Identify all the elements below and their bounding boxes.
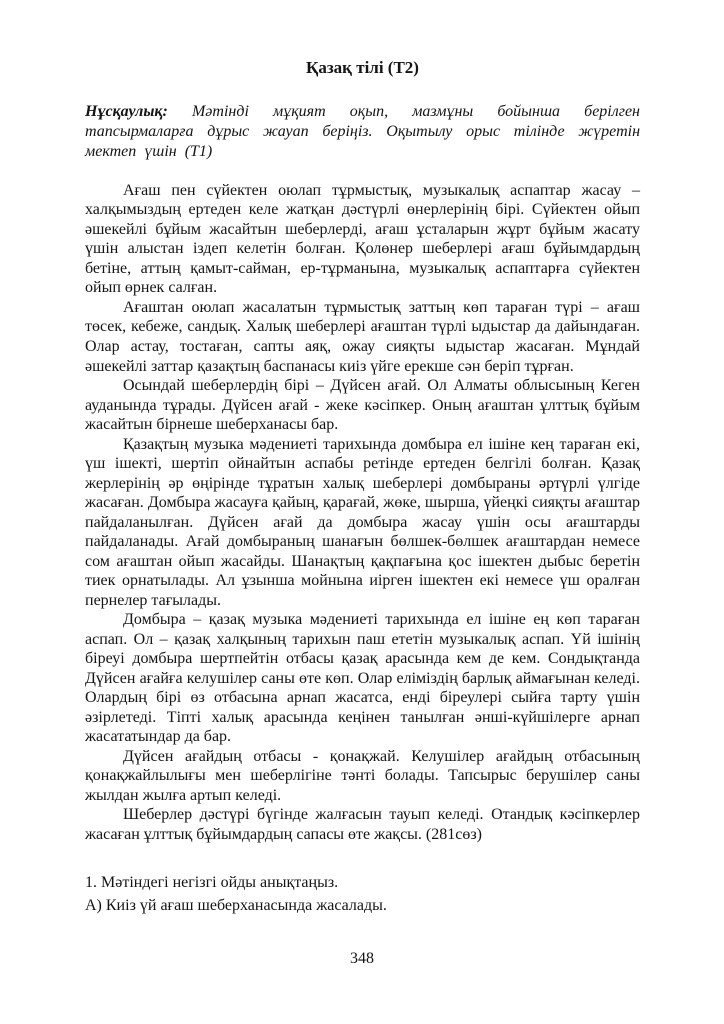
reading-text	[85, 181, 640, 845]
paragraph-2: Ағаштан оюлап жасалатын тұрмыстық заттың көп тараған түрі – ағаш төсек, кебеже, сандық. Халық шеберлері ағаштан түрлі ыдыстар да дайындаған. Олар астау, тостаған, сапты аяқ, ожау сияқты ыдыстар жасаған. Мұндай әшекейлі заттар қазақтың баспанасы киіз үйге ерекше сән беріп тұрған.	[85, 298, 640, 375]
instruction-label: Нұсқаулық:	[85, 103, 168, 121]
question-section	[85, 872, 640, 917]
paragraph-7: Шеберлер дәстүрі бүгінде жалғасын тауып келеді. Отандық кәсіпкерлер жасаған ұлттық бұйымдардың сапасы өте жақсы. (281сөз)	[85, 806, 640, 843]
paragraph-5: Домбыра – қазақ музыка мәдениеті тарихында ел ішіне ең көп тараған аспап. Ол – қазақ халқының тарихын паш ететін музыкалық аспап. Үй ішінің біреуі домбыра шертпейтін отбасы қазақ арасында кем де кем. Сондықтанда Дүйсен ағайға келушілер саны өте көп. Олар еліміздің барлық аймағынан келеді. Олардың бірі өз отбасына арнап жасатса, енді біреулері сыйға тарту үшін әзірлетеді. Тіпті халық арасында кеңінен танылған әнші-күйшілерге арнап жасататындар да бар.	[85, 611, 640, 746]
paragraph-1: Ағаш пен сүйектен оюлап тұрмыстық, музыкалық аспаптар жасау – халқымыздың ертеден келе жатқан дәстүрлі өнерлерінің бірі. Сүйектен ойып әшекейлі бұйым жасайтын шеберлерді, ағаш ұсталарын жұрт бұйым жасату үшін алыстан іздеп келетін болған. Қолөнер шеберлері ағаш бұйымдардың бетіне, аттың қамыт-сайман, ер-тұрманына, музыкалық аспаптарға сүйектен ойып өрнек салған.	[85, 181, 640, 297]
page-number: 348	[350, 950, 374, 967]
paragraph-3: Осындай шеберлердің бірі – Дүйсен ағай. Ол Алматы облысының Кеген ауданында тұрады. Дүйсен ағай - жеке кәсіпкер. Оның ағаштан ұлттық бұйым жасайтын бірнеше шеберханасы бар.	[85, 377, 640, 434]
page-title: Қазақ тілі (Т2)	[306, 58, 419, 77]
paragraph-6: Дүйсен ағайдың отбасы - қонақжай. Келушілер ағайдың отбасының қонақжайлылығы мен шеберлігіне тәнті болады. Тапсырыс берушілер саны жылдан жылға артып келеді.	[85, 747, 640, 804]
question-1: 1. Мәтіндегі негізгі ойды анықтаңыз.	[85, 874, 339, 892]
answer-option-a: А) Киіз үй ағаш шеберханасында жасалады.	[85, 896, 387, 914]
instruction-paragraph	[85, 102, 640, 161]
instruction-text: Мәтінді мұқият оқып, мазмұны бойынша берілген тапсырмаларға дұрыс жауап беріңіз. Оқытылу орыс тілінде жүретін мектеп үшін (Т1)	[85, 103, 640, 161]
paragraph-4: Қазақтың музыка мәдениеті тарихында домбыра ел ішіне кең тараған екі, үш ішекті, шертіп ойнайтын аспабы ретінде ертеден белгілі болған. Қазақ жерлерінің әр өңірінде тұратын халық шеберлері домбыраны әртүрлі үлгіде жасаған. Домбыра жасауға қайың, қарағай, жөке, шырша, үйеңкі сияқты ағаштар пайдаланылған. Дүйсен ағай да домбыра жасау үшін осы ағаштарды пайдаланады. Ағай домбыраның шанағын бөлшек-бөлшек ағаштардан немесе сом ағаштан ойып жасайды. Шанақтың қақпағына қос ішектен дыбыс беретін тиек орнатылады. Ал ұзынша мойнына иірген ішектен екі немесе үш оралған пернелер тағылады.	[85, 435, 640, 609]
